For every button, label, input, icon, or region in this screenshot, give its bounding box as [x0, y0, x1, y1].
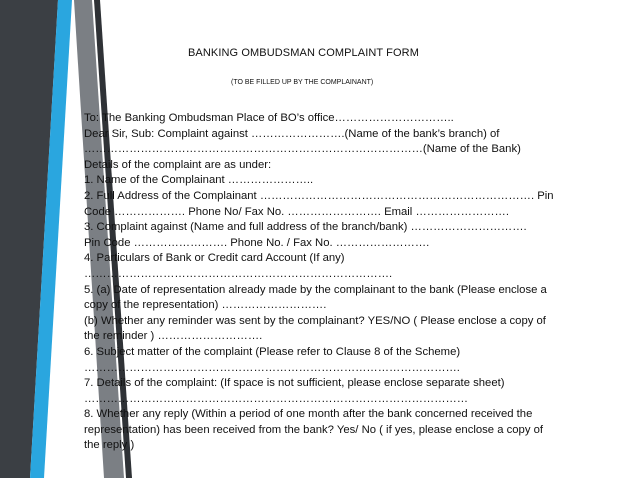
line-item-7-details: 7. Details of the complaint: (If space is not sufficient, please enclose separate sheet): [84, 377, 505, 390]
line-item-2-contact: Code ………………. Phone No/ Fax No. ……………………. Email …………………….: [84, 205, 509, 218]
line-item-3-contact: Pin Code ……………………. Phone No. / Fax No. …………………….: [84, 236, 430, 249]
line-item-3-branch: 3. Complaint against (Name and full address of the branch/bank) ………………………….: [84, 221, 527, 234]
line-item-5a-cont: copy of the representation) ……………………….: [84, 299, 327, 312]
line-item-4-account: 4. Particulars of Bank or Credit card Account (If any): [84, 252, 345, 265]
line-item-2-address: 2. Full Address of the Complainant ………………………………………………………………. Pin: [84, 189, 554, 202]
form-title: BANKING OMBUDSMAN COMPLAINT FORM: [188, 47, 419, 59]
line-item-8-cont: representation) has been received from the bank? Yes/ No ( if yes, please enclose a copy of: [84, 423, 544, 436]
line-item-8-end: the reply ): [84, 439, 135, 452]
line-bank-name: ………………………………………………………………………………(Name of the Bank): [84, 143, 521, 156]
line-item-7-blank: …………………………………………………………………………………………: [84, 392, 469, 405]
line-item-5b: (b) Whether any reminder was sent by the complainant? YES/NO ( Please enclose a copy of: [84, 314, 546, 327]
line-item-5b-cont: the reminder ) ……………………….: [84, 330, 263, 343]
form-body: [84, 111, 584, 454]
line-item-6-subject: 6. Subject matter of the complaint (Please refer to Clause 8 of the Scheme): [84, 345, 461, 358]
line-item-1-name: 1. Name of the Complainant …………………..: [84, 174, 314, 187]
line-details-intro: Details of the complaint are as under:: [84, 158, 272, 171]
form-subtitle: (TO BE FILLED UP BY THE COMPLAINANT): [231, 79, 374, 86]
line-item-8-reply: 8. Whether any reply (Within a period of one month after the bank concerned received the: [84, 408, 533, 421]
line-item-4-blank: ……………………………………………………………………….: [84, 267, 393, 280]
line-addressee: To: The Banking Ombudsman Place of BO’s office…………………………..: [84, 112, 454, 124]
line-item-6-blank: ……………………………………………………………………………………….: [84, 361, 460, 374]
line-subject: Dear Sir, Sub: Complaint against …………………….(Name of the bank’s branch) of: [84, 127, 500, 140]
line-item-5a: 5. (a) Date of representation already made by the complainant to the bank (Please enclose a: [84, 283, 547, 296]
